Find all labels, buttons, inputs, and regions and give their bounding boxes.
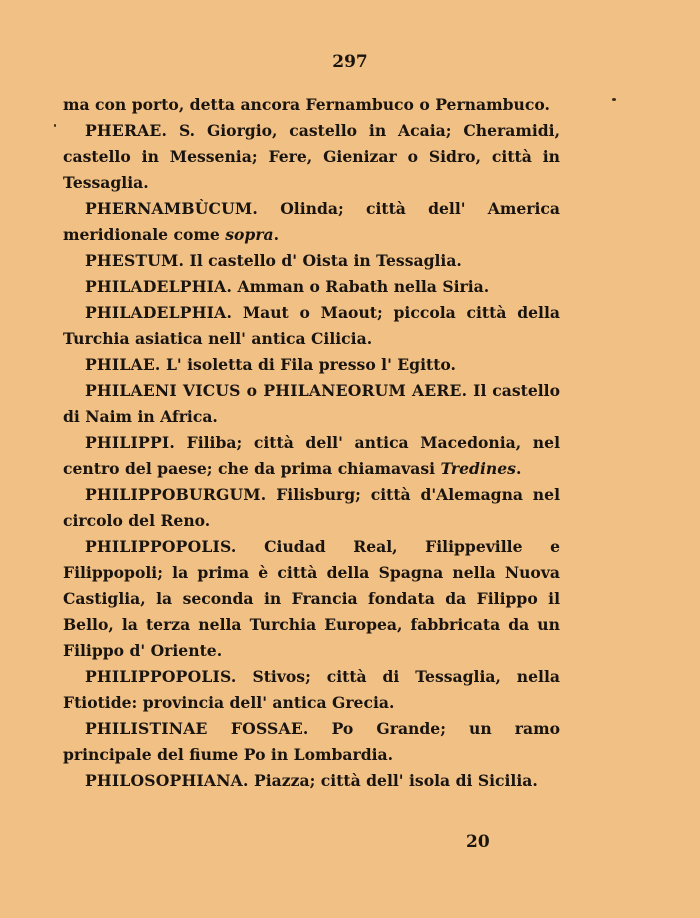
entry (63, 534, 560, 664)
entry-text: Amman o Rabath nella Siria. (232, 277, 490, 296)
entry (63, 352, 560, 378)
entry (63, 274, 560, 300)
entry (63, 768, 560, 794)
entry-tail: . (515, 459, 522, 478)
ink-speck (54, 124, 56, 127)
entry (63, 196, 560, 248)
entry-head: PHERNAMBÙCUM. (85, 199, 258, 218)
entry-head: PHILIPPOPOLIS. (85, 537, 237, 556)
entry (63, 118, 560, 196)
entry-head: PHILIPPOBURGUM. (85, 485, 267, 504)
ink-speck (612, 98, 616, 101)
entry-head: PHESTUM. (85, 251, 185, 270)
entry-head: PHERAE. (85, 121, 168, 140)
page-number: 297 (332, 52, 368, 72)
entry-text: Maut o Maout; piccola città della Turchia asiatica nell' antica Cilicia. (63, 303, 560, 348)
entry (63, 716, 560, 768)
entry-text: S. Giorgio, castello in Acaia; Cheramidi, castello in Messenia; Fere, Gienizar o Sidro, città in Tessaglia. (63, 121, 560, 192)
entry-head: PHILIPPI. (85, 433, 175, 452)
entry-text: Filisburg; città d'Alemagna nel circolo del Reno. (63, 485, 560, 530)
entry-text: ma con porto, detta ancora Fernambuco o Pernambuco. (63, 95, 550, 114)
entry-text: Il castello d' Oista in Tessaglia. (184, 251, 462, 270)
entry-head: PHILADELPHIA. (85, 303, 233, 322)
entry-head: PHILOSOPHIANA. (85, 771, 249, 790)
entry-head: PHILADELPHIA. (85, 277, 233, 296)
entry-head: PHILAE. (85, 355, 161, 374)
entry-italic: sopra (225, 225, 274, 244)
page-body (63, 92, 560, 794)
entry (63, 482, 560, 534)
entry-text: Ciudad Real, Filippeville e Filippopoli; la prima è città della Spagna nella Nuova Castiglia, la seconda in Francia fondata da Filippo il Bello, la terza nella Turchia Europea, fabbricata da un Filippo d' Oriente. (63, 537, 560, 660)
entry-text: Stivos; città di Tessaglia, nella Ftiotide: provincia dell' antica Grecia. (63, 667, 560, 712)
entry-head: PHILIPPOPOLIS. (85, 667, 237, 686)
entry (63, 430, 560, 482)
entry-text: Filiba; città dell' antica Macedonia, nel centro del paese; che da prima chiamavasi (63, 433, 560, 478)
entry-text: Po Grande; un ramo principale del fiume Po in Lombardia. (63, 719, 561, 764)
entry (63, 248, 560, 274)
entry (63, 664, 560, 716)
entry-text: Olinda; città dell' America meridionale come (63, 199, 560, 244)
entry-head: PHILAENI VICUS o PHILANEORUM AERE. (85, 381, 468, 400)
entry-italic: Tredines (440, 459, 516, 478)
signature-mark: 20 (466, 832, 490, 852)
entry (63, 300, 560, 352)
entry (63, 92, 560, 118)
entry-text: L' isoletta di Fila presso l' Egitto. (160, 355, 456, 374)
entry (63, 378, 560, 430)
entry-text: Il castello di Naim in Africa. (63, 381, 560, 426)
entry-text: Piazza; città dell' isola di Sicilia. (248, 771, 538, 790)
entry-head: PHILISTINAE FOSSAE. (85, 719, 309, 738)
entry-tail: . (273, 225, 280, 244)
